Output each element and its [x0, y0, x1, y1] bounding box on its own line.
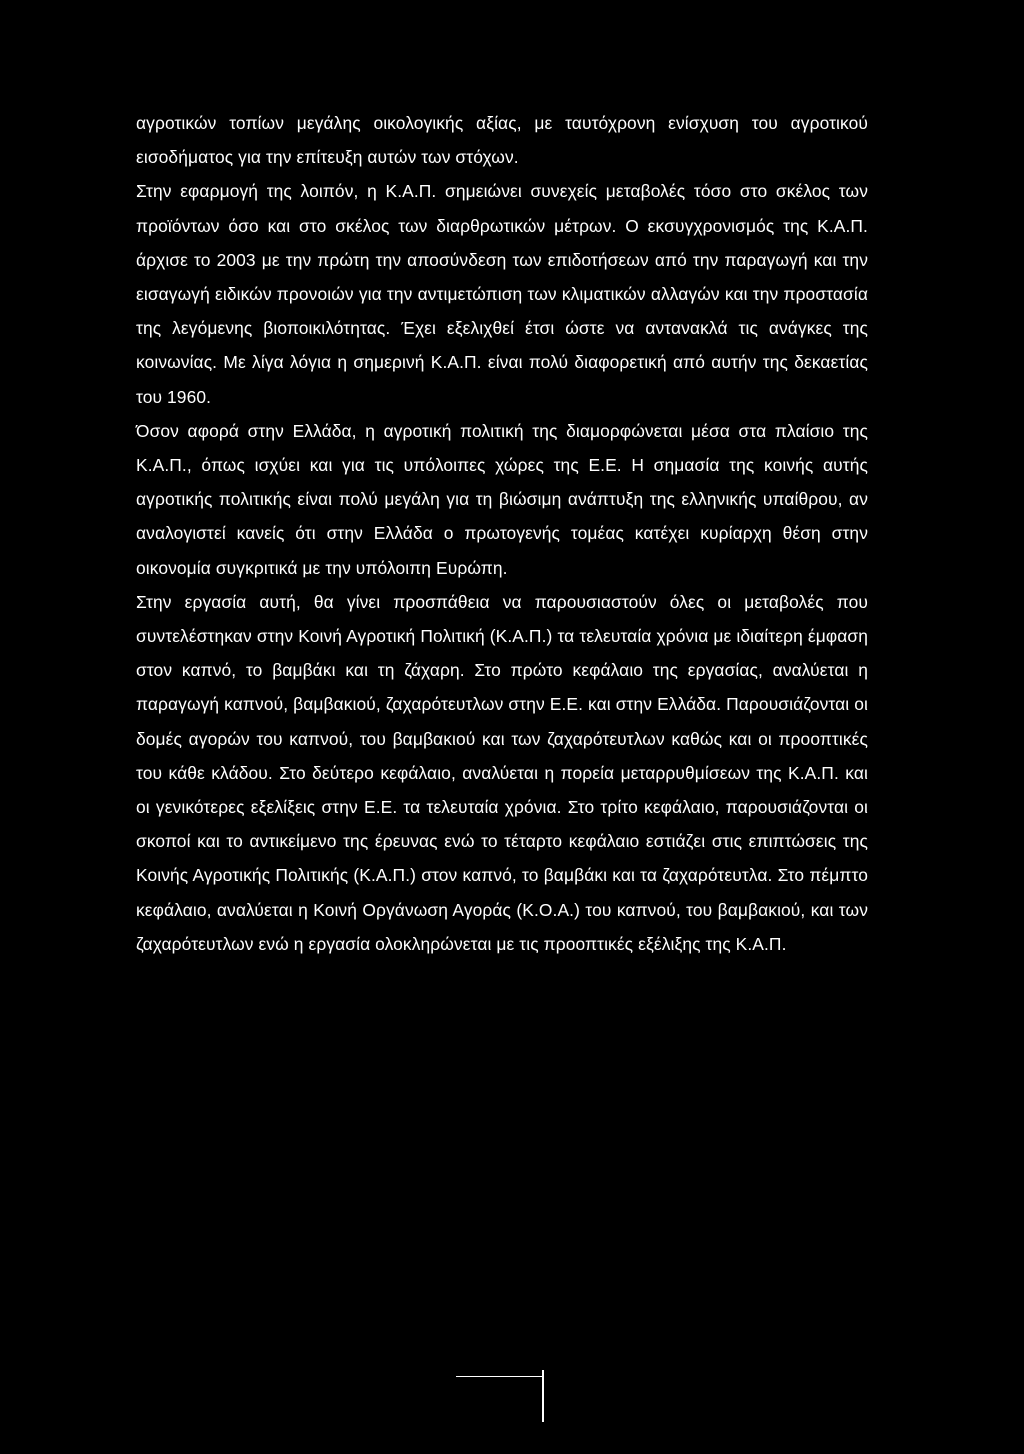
- paragraph-4: Στην εργασία αυτή, θα γίνει προσπάθεια να παρουσιαστούν όλες οι μεταβολές που συντελέστηκαν στην Κοινή Αγροτική Πολιτική (Κ.Α.Π.) τα τελευταία χρόνια με ιδιαίτερη έμφαση στον καπνό, το βαμβάκι και τη ζάχαρη. Στο πρώτο κεφάλαιο της εργασίας, αναλύεται η παραγωγή καπνού, βαμβακιού, ζαχαρότευτλων στην Ε.Ε. και στην Ελλάδα. Παρουσιάζονται οι δομές αγορών του καπνού, του βαμβακιού και των ζαχαρότευτλων καθώς και οι προοπτικές του κάθε κλάδου. Στο δεύτερο κεφάλαιο, αναλύεται η πορεία μεταρρυθμίσεων της Κ.Α.Π. και οι γενικότερες εξελίξεις στην Ε.Ε. τα τελευταία χρόνια. Στο τρίτο κεφάλαιο, παρουσιάζονται οι σκοποί και το αντικείμενο της έρευνας ενώ το τέταρτο κεφάλαιο εστιάζει στις επιπτώσεις της Κοινής Αγροτικής Πολιτικής (Κ.Α.Π.) στον καπνό, το βαμβάκι και τα ζαχαρότευτλα. Στο πέμπτο κεφάλαιο, αναλύεται η Κοινή Οργάνωση Αγοράς (Κ.Ο.Α.) του καπνού, του βαμβακιού, και των ζαχαρότευτλων ενώ η εργασία ολοκληρώνεται με τις προοπτικές εξέλιξης της Κ.Α.Π.: [136, 591, 868, 954]
- paragraph-2: Στην εφαρμογή της λοιπόν, η Κ.Α.Π. σημειώνει συνεχείς μεταβολές τόσο στο σκέλος των προϊόντων όσο και στο σκέλος των διαρθρωτικών μέτρων. Ο εκσυγχρονισμός της Κ.Α.Π. άρχισε το 2003 με την πρώτη την αποσύνδεση των επιδοτήσεων από την παραγωγή και την εισαγωγή ειδικών προνοιών για την αντιμετώπιση των κλιματικών αλλαγών και την προστασία της λεγόμενης βιοποικιλότητας. Έχει εξελιχθεί έτσι ώστε να αντανακλά τις ανάγκες της κοινωνίας. Με λίγα λόγια η σημερινή Κ.Α.Π. είναι πολύ διαφορετική από αυτήν της δεκαετίας του 1960.: [136, 181, 868, 407]
- body-text: [136, 106, 868, 961]
- footer-vertical-bar: [542, 1370, 544, 1422]
- paragraph-1: αγροτικών τοπίων μεγάλης οικολογικής αξίας, με ταυτόχρονη ενίσχυση του αγροτικού εισοδήματος για την επίτευξη αυτών των στόχων.: [136, 113, 868, 168]
- paragraph-3: Όσον αφορά στην Ελλάδα, η αγροτική πολιτική της διαμορφώνεται μέσα στα πλαίσιο της Κ.Α.Π., όπως ισχύει και για τις υπόλοιπες χώρες της Ε.Ε. Η σημασία της κοινής αυτής αγροτικής πολιτικής είναι πολύ μεγάλη για τη βιώσιμη ανάπτυξη της ελληνικής υπαίθρου, αν αναλογιστεί κανείς ότι στην Ελλάδα ο πρωτογενής τομέας κατέχει κυρίαρχη θέση στην οικονομία συγκριτικά με την υπόλοιπη Ευρώπη.: [136, 420, 868, 578]
- footer-rule: [456, 1376, 542, 1377]
- page-footer-mark: [456, 1358, 548, 1420]
